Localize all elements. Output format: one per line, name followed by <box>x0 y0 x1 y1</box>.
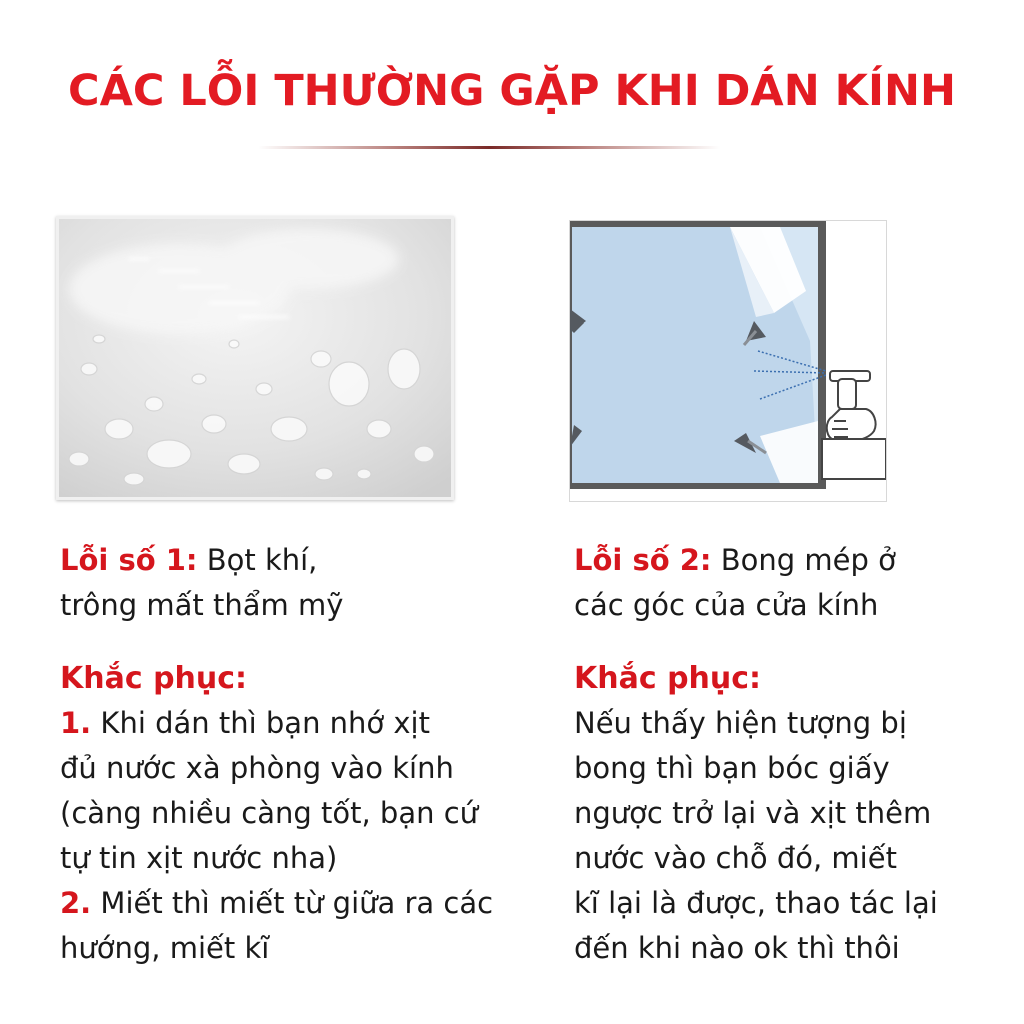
error-2-text-line-2: các góc của cửa kính <box>574 588 879 622</box>
bubbles-photo <box>56 216 454 500</box>
fix-2-text-line: đến khi nào ok thì thôi <box>574 931 900 965</box>
fix-2-text-line: Nếu thấy hiện tượng bị <box>574 706 907 740</box>
step-1-text-line: đủ nước xà phòng vào kính <box>60 751 454 785</box>
title-divider <box>258 146 720 149</box>
step-2-text: Miết thì miết từ giữa ra các <box>91 886 494 920</box>
fix-2-text-line: kĩ lại là được, thao tác lại <box>574 886 938 920</box>
fix-1-heading: Khắc phục: <box>60 661 248 696</box>
error-2-text: Bong mép ở <box>711 543 896 577</box>
window-film-diagram <box>570 221 886 501</box>
error-1-section <box>60 538 530 971</box>
fix-2-text-line: nước vào chỗ đó, miết <box>574 841 897 875</box>
fix-2-text-line: ngược trở lại và xịt thêm <box>574 796 932 830</box>
fix-2-heading: Khắc phục: <box>574 661 762 696</box>
page-title: CÁC LỖI THƯỜNG GẶP KHI DÁN KÍNH <box>68 66 956 116</box>
frosted-glass-illustration <box>59 219 451 497</box>
fix-1-step-1 <box>60 701 530 746</box>
step-1-number: 1. <box>60 706 92 740</box>
error-1-text: Bọt khí, <box>197 543 318 577</box>
error-2-label: Lỗi số 2: <box>574 543 712 577</box>
error-1-text-line-2: trông mất thẩm mỹ <box>60 588 344 622</box>
step-2-text-line: hướng, miết kĩ <box>60 931 270 965</box>
error-2-section <box>574 538 1014 971</box>
error-2-heading <box>574 538 1014 583</box>
fix-1-step-2 <box>60 881 530 926</box>
step-2-number: 2. <box>60 886 92 920</box>
error-1-heading <box>60 538 530 583</box>
fix-2-text-line: bong thì bạn bóc giấy <box>574 751 890 785</box>
step-1-text-line: (càng nhiều càng tốt, bạn cứ <box>60 796 479 830</box>
error-1-label: Lỗi số 1: <box>60 543 198 577</box>
step-1-text: Khi dán thì bạn nhớ xịt <box>91 706 430 740</box>
peeling-corners-illustration <box>569 220 887 502</box>
step-1-text-line: tự tin xịt nước nha) <box>60 841 338 875</box>
